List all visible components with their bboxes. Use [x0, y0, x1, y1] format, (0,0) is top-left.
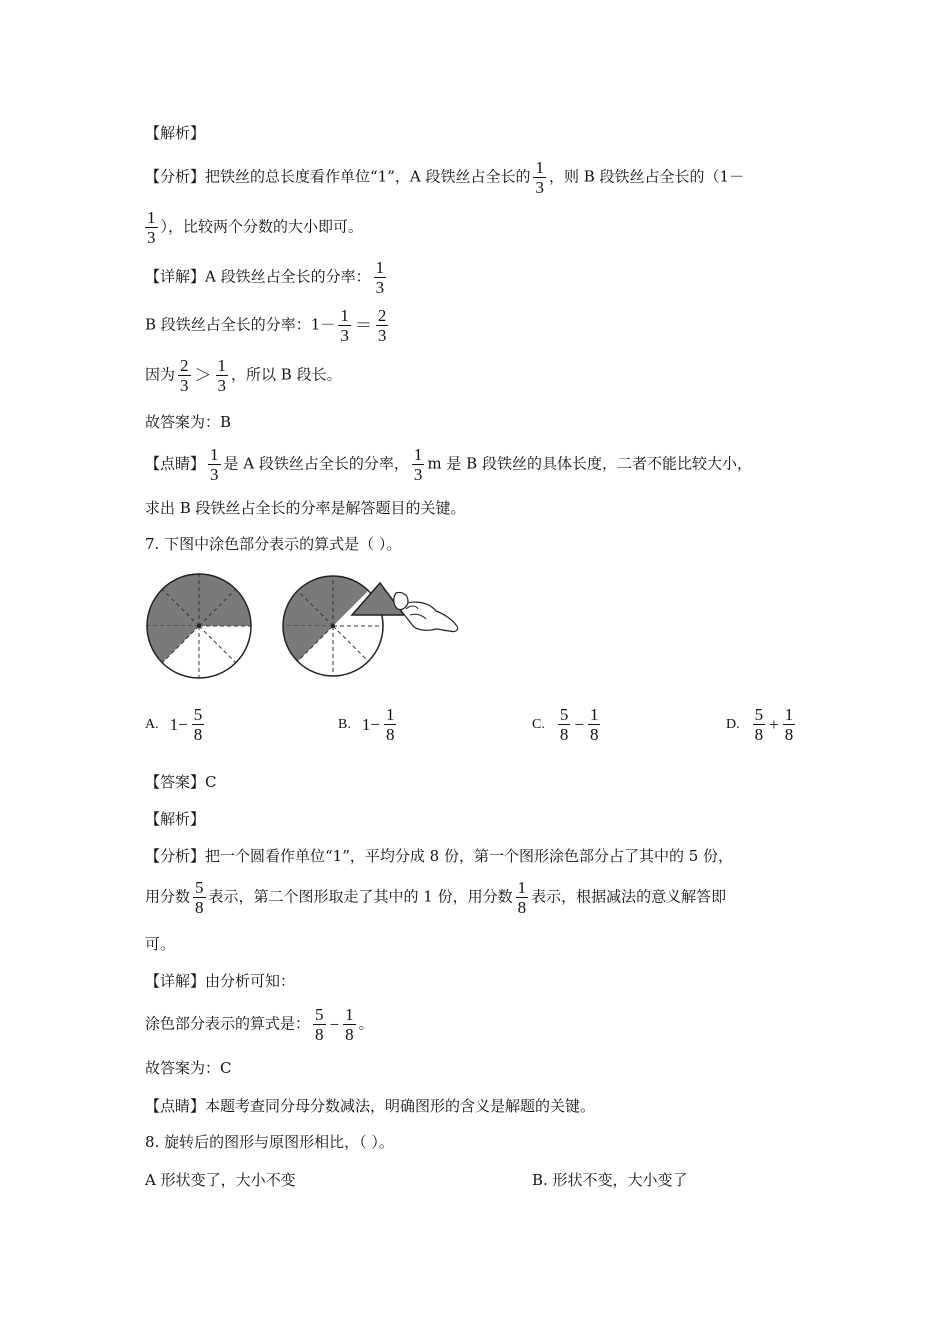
pie-center [197, 624, 201, 628]
frac-num: 5 [559, 705, 569, 724]
frac-den: 8 [315, 1025, 324, 1044]
fraction-two-thirds [376, 306, 389, 345]
frac-den: 8 [385, 725, 395, 744]
frac-num: 2 [377, 306, 387, 325]
frac-den: 8 [193, 725, 203, 744]
frac-den: 3 [210, 465, 219, 484]
q8-stem: 8. 旋转后的图形与原图形相比，（ ）。 [145, 1133, 394, 1151]
frac-den: 3 [340, 326, 349, 345]
q6-jiexi-heading: 【解析】 [145, 124, 206, 142]
option-expr: 1− [361, 714, 380, 734]
frac-num: 1 [385, 705, 395, 724]
frac-den: 3 [375, 278, 385, 297]
q7-fenxi-line2 [145, 878, 726, 917]
fraction-five-eighths [193, 878, 206, 917]
q7-fenxi-text-b1: 用分数 [145, 887, 191, 906]
frac-num: 1 [375, 258, 385, 277]
frac-num: 1 [340, 306, 349, 325]
option-letter: B. [338, 716, 351, 732]
q8-option-b[interactable]: B. 形状不变，大小变了 [532, 1171, 688, 1189]
fraction-one-third [145, 208, 158, 247]
frac-den: 8 [784, 725, 794, 744]
frac-den: 3 [377, 326, 387, 345]
q7-stem: 7. 下图中涂色部分表示的算式是（ ）。 [145, 535, 402, 553]
fraction-one-third [533, 158, 546, 197]
q7-dianjing: 【点睛】本题考查同分母分数减法，明确图形的含义是解题的关键。 [145, 1097, 596, 1115]
option-letter: C. [532, 716, 545, 732]
plus-sign: + [769, 714, 779, 734]
q7-fenxi-line3: 可。 [145, 935, 176, 953]
frac-den: 8 [517, 898, 527, 917]
frac-num: 1 [345, 1005, 354, 1024]
frac-num: 5 [193, 705, 203, 724]
frac-num: 1 [217, 356, 227, 375]
q7-option-a[interactable] [145, 705, 207, 744]
q7-option-d[interactable] [726, 705, 798, 744]
option-fraction [192, 705, 205, 744]
q7-answer-label: 【答案】C [145, 773, 217, 791]
frac-den: 3 [217, 376, 227, 395]
frac-num: 5 [754, 705, 764, 724]
q6-dianjing-text-b: 是 A 段铁丝占全长的分率， [223, 454, 409, 473]
q7-option-c[interactable] [532, 705, 603, 744]
q7-xiangjie: 【详解】由分析可知： [145, 972, 296, 990]
frac-num: 5 [315, 1005, 324, 1024]
q6-xiangjie-text: 【详解】A 段铁丝占全长的分率： [145, 267, 371, 286]
greater-than-sign: ＞ [194, 365, 212, 385]
frac-num: 1 [784, 705, 794, 724]
q6-yinwei-text: 因为 [145, 365, 176, 384]
option-fraction [588, 705, 601, 744]
q7-jiexi-heading: 【解析】 [145, 810, 206, 828]
q7-fenxi-text-b2: 表示，第二个图形取走了其中的 1 份，用分数 [208, 887, 513, 906]
q6-xiangjie-line [145, 258, 389, 297]
option-fraction [384, 705, 397, 744]
fraction-one-third [338, 306, 351, 345]
q6-fenxi-text-a: 【分析】把铁丝的总长度看作单位“1”，A 段铁丝占全长的 [145, 167, 531, 186]
q6-b-fraction-line [145, 306, 391, 345]
option-fraction [558, 705, 571, 744]
frac-num: 1 [517, 878, 527, 897]
q6-fenxi-line2 [145, 208, 363, 247]
q6-suoyi-text: ，所以 B 段长。 [231, 365, 342, 384]
minus-sign: − [574, 714, 584, 734]
equals-sign: ＝ [354, 315, 372, 335]
q7-expression-line [145, 1005, 374, 1044]
q6-dianjing-line2: 求出 B 段铁丝占全长的分率是解答题目的关键。 [145, 499, 466, 517]
fraction-five-eighths [313, 1005, 326, 1044]
fraction-one-eighth [343, 1005, 356, 1044]
frac-num: 1 [535, 158, 544, 177]
option-letter: A. [145, 716, 159, 732]
q6-dianjing-text-c: m 是 B 段铁丝的具体长度，二者不能比较大小， [427, 454, 752, 473]
pie-sector [333, 576, 368, 626]
fraction-one-third [374, 258, 387, 297]
frac-den: 8 [754, 725, 764, 744]
q7-fenxi-line1: 【分析】把一个圆看作单位“1”，平均分成 8 份，第一个图形涂色部分占了其中的 5 份， [145, 847, 734, 865]
frac-den: 8 [559, 725, 569, 744]
frac-num: 2 [180, 356, 189, 375]
option-letter: D. [726, 716, 740, 732]
option-expr: 1− [169, 714, 188, 734]
option-fraction [783, 705, 796, 744]
q6-dianjing-line1 [145, 445, 752, 484]
q7-expr-prefix: 涂色部分表示的算式是： [145, 1014, 311, 1033]
fraction-one-third [216, 356, 229, 395]
frac-den: 3 [147, 228, 156, 247]
circle-figure-removed [280, 571, 470, 681]
q6-line-b-text: B 段铁丝占全长的分率：1－ [145, 315, 336, 334]
frac-num: 1 [589, 705, 599, 724]
frac-num: 1 [147, 208, 156, 227]
q6-answer: 故答案为：B [145, 413, 232, 431]
frac-den: 8 [195, 898, 204, 917]
fraction-one-eighth [516, 878, 529, 917]
q7-fenxi-text-b3: 表示，根据减法的意义解答即 [531, 887, 727, 906]
q6-fenxi-text-c: ），比较两个分数的大小即可。 [160, 217, 364, 236]
q7-answer: 故答案为：C [145, 1059, 232, 1077]
frac-num: 5 [195, 878, 204, 897]
frac-den: 3 [535, 178, 544, 197]
circle-figure-removed-pie [283, 576, 383, 676]
frac-num: 1 [210, 445, 219, 464]
q7-option-b[interactable] [338, 705, 399, 744]
fraction-one-third [208, 445, 221, 484]
option-fraction [753, 705, 766, 744]
q6-yinwei-line [145, 356, 342, 395]
frac-den: 8 [589, 725, 599, 744]
minus-sign: − [329, 1014, 340, 1034]
q8-option-a[interactable]: A 形状变了，大小不变 [145, 1171, 296, 1189]
frac-den: 3 [413, 465, 423, 484]
q7-expr-suffix: 。 [358, 1014, 374, 1033]
frac-num: 1 [413, 445, 423, 464]
q6-fenxi-text-b: ，则 B 段铁丝占全长的（1－ [548, 167, 745, 186]
q6-fenxi-line1 [145, 158, 744, 197]
frac-den: 3 [180, 376, 189, 395]
fraction-two-thirds [178, 356, 191, 395]
frac-den: 8 [345, 1025, 354, 1044]
fraction-one-third [412, 445, 425, 484]
pie-center [331, 624, 335, 628]
circle-figure-shaded [144, 571, 254, 681]
q6-dianjing-label: 【点睛】 [145, 454, 206, 473]
